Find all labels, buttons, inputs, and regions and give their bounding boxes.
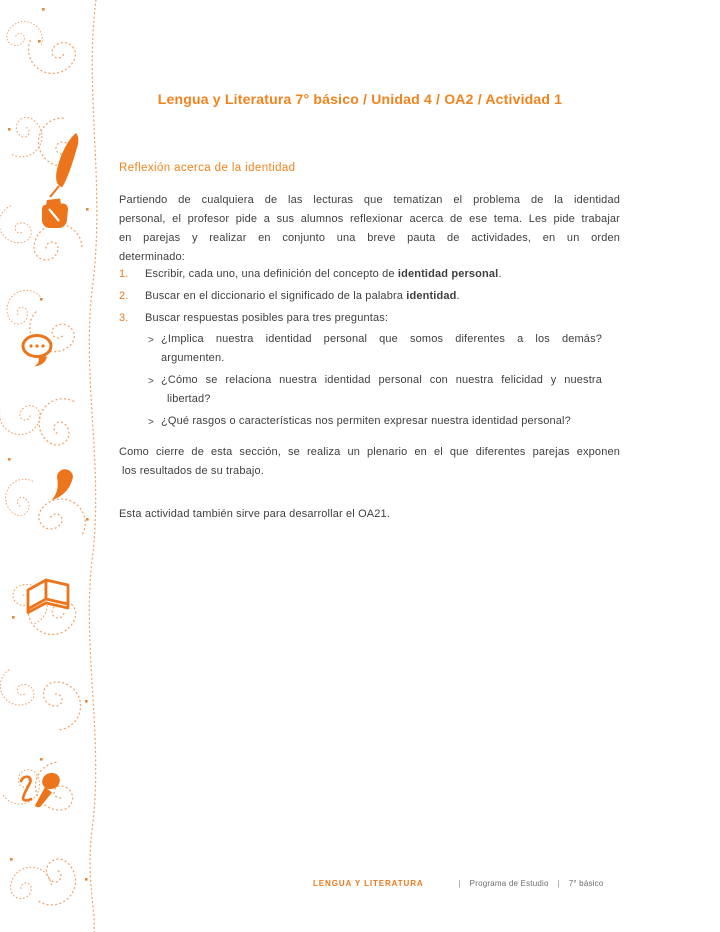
- decorative-sidebar: [0, 0, 110, 932]
- intro-line: Partiendo de cualquiera de las lecturas que tematizan el problema de la identidad: [119, 194, 620, 206]
- intro-paragraph: [119, 191, 620, 267]
- footer-grade: 7° básico: [568, 879, 604, 888]
- closing-line: Como cierre de esta sección, se realiza un plenario en el que diferentes parejas exponen: [119, 446, 620, 458]
- list-item: [148, 371, 602, 409]
- footer-program: Programa de Estudio: [469, 879, 549, 888]
- section-heading: Reflexión acerca de la identidad: [119, 162, 296, 174]
- swirl-pattern: [0, 0, 110, 932]
- question-text: ¿Qué rasgos o características nos permiten expresar nuestra identidad personal?: [161, 415, 571, 427]
- bullet-arrow-icon: >: [148, 376, 154, 387]
- page-title: Lengua y Literatura 7° básico / Unidad 4 / OA2 / Actividad 1: [157, 91, 563, 107]
- ink-pot-icon: [42, 199, 68, 229]
- quill-icon: [50, 133, 78, 197]
- list-number: 2.: [119, 290, 129, 302]
- intro-line: determinado:: [119, 251, 186, 263]
- list-item: [148, 412, 602, 432]
- list-text: Escribir, cada uno, una definición del concepto de identidad personal.: [145, 268, 502, 280]
- footer-separator: |: [557, 879, 560, 888]
- closing-line: los resultados de su trabajo.: [122, 465, 264, 477]
- list-item: [119, 265, 620, 283]
- squiggle-decoration: [21, 777, 31, 801]
- question-text: ¿Implica nuestra identidad personal que somos diferentes a los demás? argumenten.: [161, 333, 602, 364]
- list-item: [119, 287, 620, 305]
- list-text: Buscar respuestas posibles para tres preguntas:: [145, 312, 389, 324]
- intro-line: personal, el profesor pide a sus alumnos reflexionar acerca de ese tema. Les pide trabajar: [119, 213, 620, 225]
- oa-note: Esta actividad también sirve para desarrollar el OA21.: [119, 508, 391, 520]
- footer-brand: LENGUA Y LITERATURA: [313, 879, 424, 888]
- question-list: [148, 330, 602, 435]
- list-number: 1.: [119, 268, 129, 280]
- list-number: 3.: [119, 312, 129, 324]
- quote-comma-icon: [52, 469, 74, 500]
- list-item: [119, 309, 620, 327]
- bullet-arrow-icon: >: [148, 335, 154, 346]
- speech-bubble-icon: [23, 336, 51, 367]
- list-text: Buscar en el diccionario el significado de la palabra identidad.: [145, 290, 460, 302]
- list-item: [148, 330, 602, 368]
- numbered-list: [119, 265, 620, 331]
- intro-line: en parejas y realizar en conjunto una breve pauta de actividades, en un orden: [119, 232, 620, 244]
- microphone-icon: [21, 770, 62, 807]
- footer-separator: |: [458, 879, 461, 888]
- page-footer: [313, 879, 604, 888]
- closing-paragraph: [119, 443, 620, 481]
- question-text: ¿Cómo se relaciona nuestra identidad personal con nuestra felicidad y nuestra libertad?: [161, 374, 602, 405]
- open-book-icon: [28, 580, 68, 613]
- bullet-arrow-icon: >: [148, 417, 154, 428]
